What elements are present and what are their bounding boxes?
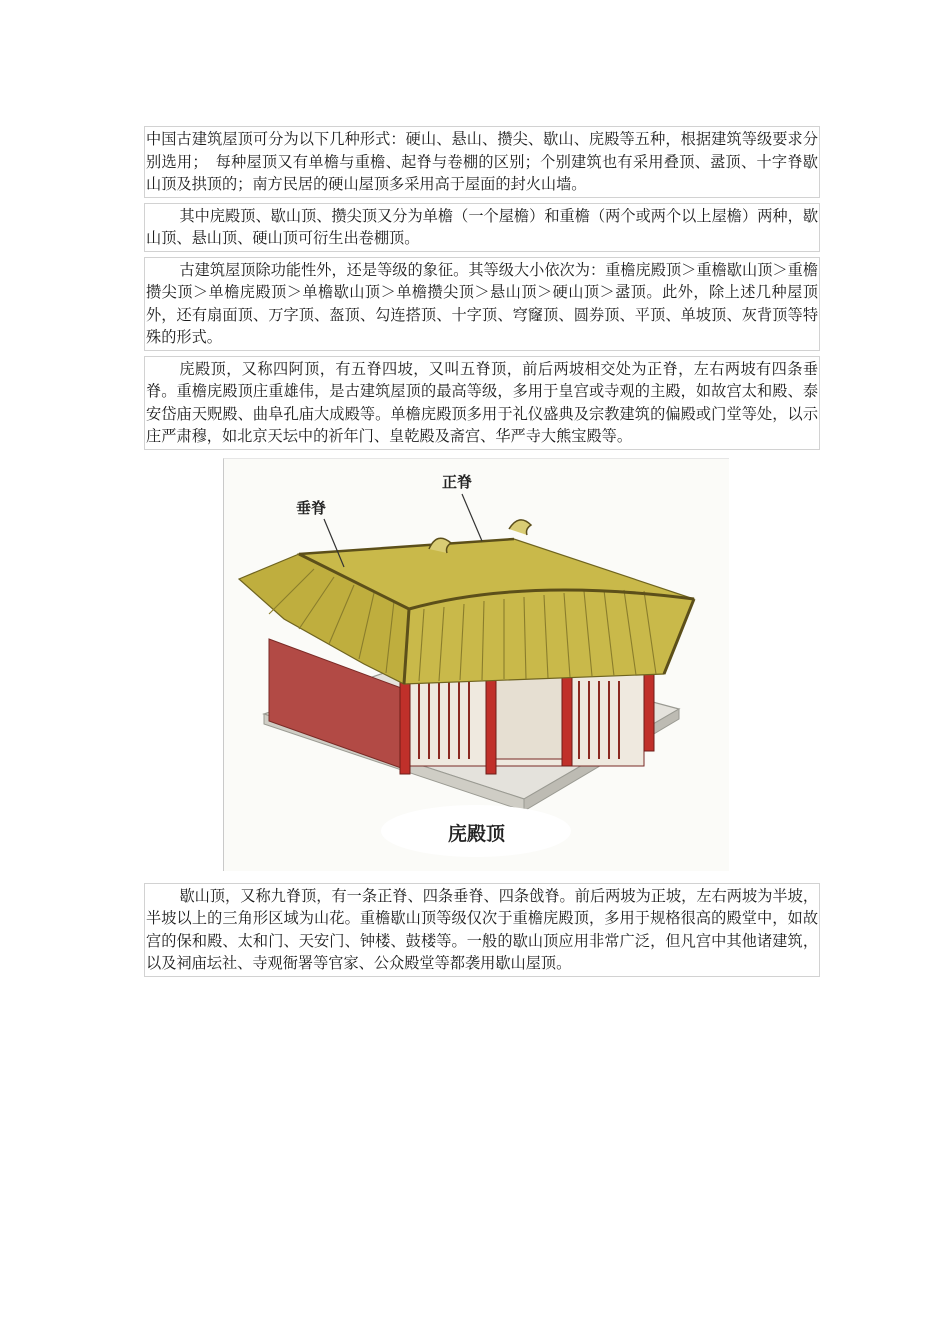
label-hip-ridge: 垂脊 (296, 498, 327, 517)
paragraph-wudian-roof: 庑殿顶，又称四阿顶，有五脊四坡，又叫五脊顶，前后两坡相交处为正脊，左右两坡有四条垂脊。重檐庑殿顶庄重雄伟，是古建筑屋顶的最高等级，多用于皇宫或寺观的主殿，如故宫太和殿、泰安岱庙天贶殿、曲阜孔庙大成殿等。单檐庑殿顶多用于礼仪盛典及宗教建筑的偏殿或门堂等处，以示庄严肃穆，如北京天坛中的祈年门、皇乾殿及斋宫、华严寺大熊宝殿等。 (144, 356, 820, 450)
pillar-right (644, 671, 654, 751)
pillar-mid-left (486, 674, 496, 774)
open-bay (494, 674, 564, 759)
pillar-left (400, 674, 410, 774)
paragraph-xieshan-roof: 歇山顶，又称九脊顶，有一条正脊、四条垂脊、四条戗脊。前后两坡为正坡，左右两坡为半坡，半坡以上的三角形区域为山花。重檐歇山顶等级仅次于重檐庑殿顶，多用于规格很高的殿堂中，如故宫的保和殿、太和门、天安门、钟楼、鼓楼等。一般的歇山顶应用非常广泛，但凡宫中其他诸建筑，以及祠庙坛社、寺观衙署等官家、公众殿堂等都袭用歇山屋顶。 (144, 883, 820, 977)
ridge-ornament-right (509, 519, 531, 534)
paragraph-roof-hierarchy: 古建筑屋顶除功能性外，还是等级的象征。其等级大小依次为：重檐庑殿顶＞重檐歇山顶＞重檐攒尖顶＞单檐庑殿顶＞单檐歇山顶＞单檐攒尖顶＞悬山顶＞硬山顶＞盝顶。此外，除上述几种屋顶外，还有扇面顶、万字顶、盔顶、勾连搭顶、十字顶、穹窿顶、圆券顶、平顶、单坡顶、灰背顶等特殊的形式。 (144, 257, 820, 351)
wudian-roof-illustration (223, 458, 729, 871)
hip-roof-drawing (224, 459, 729, 871)
label-main-ridge: 正脊 (442, 472, 473, 491)
paragraph-roof-forms: 中国古建筑屋顶可分为以下几种形式：硬山、悬山、攒尖、歇山、庑殿等五种，根据建筑等级要求分别选用； 每种屋顶又有单檐与重檐、起脊与卷棚的区别；个别建筑也有采用叠顶、盝顶、十字脊歇山顶及拱顶的；南方民居的硬山屋顶多采用高于屋面的封火山墙。 (144, 126, 820, 198)
pillar-mid-right (562, 674, 572, 766)
paragraph-eave-types: 其中庑殿顶、歇山顶、攒尖顶又分为单檐（一个屋檐）和重檐（两个或两个以上屋檐）两种，歇山顶、悬山顶、硬山顶可衍生出卷棚顶。 (144, 203, 820, 252)
document-body (144, 126, 820, 982)
figure-caption: 庑殿顶 (447, 822, 505, 845)
